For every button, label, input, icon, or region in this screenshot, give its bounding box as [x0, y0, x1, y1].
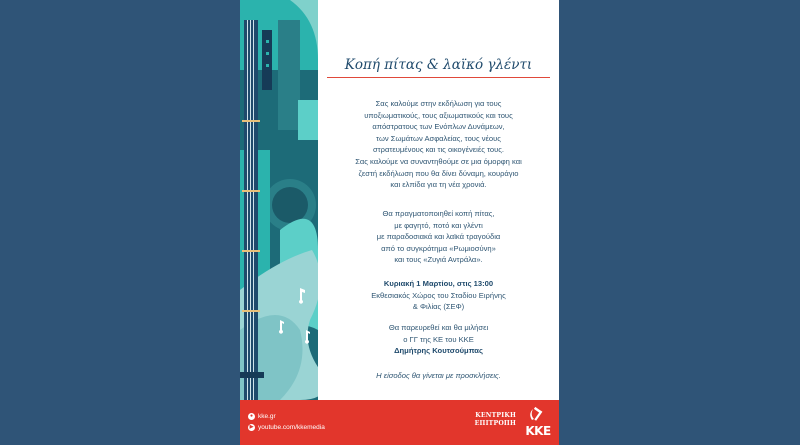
text-line: Θα πραγματοποιηθεί κοπή πίτας, [382, 209, 495, 218]
website-text: kke.gr [258, 413, 276, 420]
brand-line: ΚΕΝΤΡΙΚΗ [475, 412, 516, 419]
event-details [318, 278, 559, 313]
invitation-poster [240, 0, 559, 445]
youtube-link[interactable] [248, 423, 325, 432]
entry-note [318, 370, 559, 382]
text-line: από το συγκρότημα «Ρωμιοσύνη» [381, 243, 496, 253]
speaker-name: Δημήτρης Κουτσούμπας [394, 346, 483, 356]
text-line: με φαγητό, ποτό και γλέντι [394, 220, 483, 230]
brand-line: ΕΠΙΤΡΟΠΗ [474, 420, 516, 427]
text-line: υποξιωματικούς, τους αξιωματικούς και τους [364, 110, 513, 120]
speaker-line: Θα παρευρεθεί και θα μιλήσει [388, 323, 489, 332]
entry-note-text: Η είσοδος θα γίνεται με προσκλήσεις. [376, 371, 501, 380]
event-venue: & Φιλίας (ΣΕΦ) [412, 302, 465, 312]
youtube-text: youtube.com/kkemedia [258, 424, 325, 431]
party-logo [522, 406, 554, 438]
speaker-line: ο ΓΓ της ΚΕ του ΚΚΕ [403, 334, 474, 344]
invitation-content [318, 0, 559, 400]
guitar-illustration [240, 0, 318, 400]
website-link[interactable] [248, 412, 276, 421]
event-venue: Εκθεσιακός Χώρος του Σταδίου Ειρήνης [371, 290, 506, 300]
invitation-paragraph [318, 98, 559, 191]
text-line: Σας καλούμε στην εκδήλωση για τους [375, 99, 502, 108]
page-title: Κοπή πίτας & λαϊκό γλέντι [344, 57, 533, 73]
text-line: Σας καλούμε να συναντηθούμε σε μια όμορφη και [355, 156, 522, 166]
text-line: και ελπίδα για τη νέα χρονιά. [390, 180, 487, 190]
event-date: Κυριακή 1 Μαρτίου, στις 13:00 [383, 279, 494, 288]
program-paragraph [318, 208, 559, 266]
title-underline [327, 77, 550, 78]
youtube-icon: ▶ [249, 424, 254, 430]
text-line: στρατευμένους και τις οικογένειές τους. [372, 145, 505, 155]
speaker-info [318, 322, 559, 357]
footer-bar [240, 400, 559, 445]
text-line: ζεστή εκδήλωση που θα δίνει δύναμη, κουράγιο [358, 168, 519, 178]
text-line: και τους «Ζυγιά Αντράλα». [394, 255, 483, 265]
brand-text [464, 412, 516, 428]
hammer-sickle-icon [522, 406, 554, 424]
text-line: με παραδοσιακά και λαϊκά τραγούδια [376, 232, 501, 242]
text-line: απόστρατους των Ενόπλων Δυνάμεων, [372, 122, 505, 132]
globe-icon: ● [249, 413, 254, 419]
text-line: των Σωμάτων Ασφαλείας, τους νέους [376, 133, 501, 143]
logo-text: ΚΚΕ [525, 424, 551, 438]
